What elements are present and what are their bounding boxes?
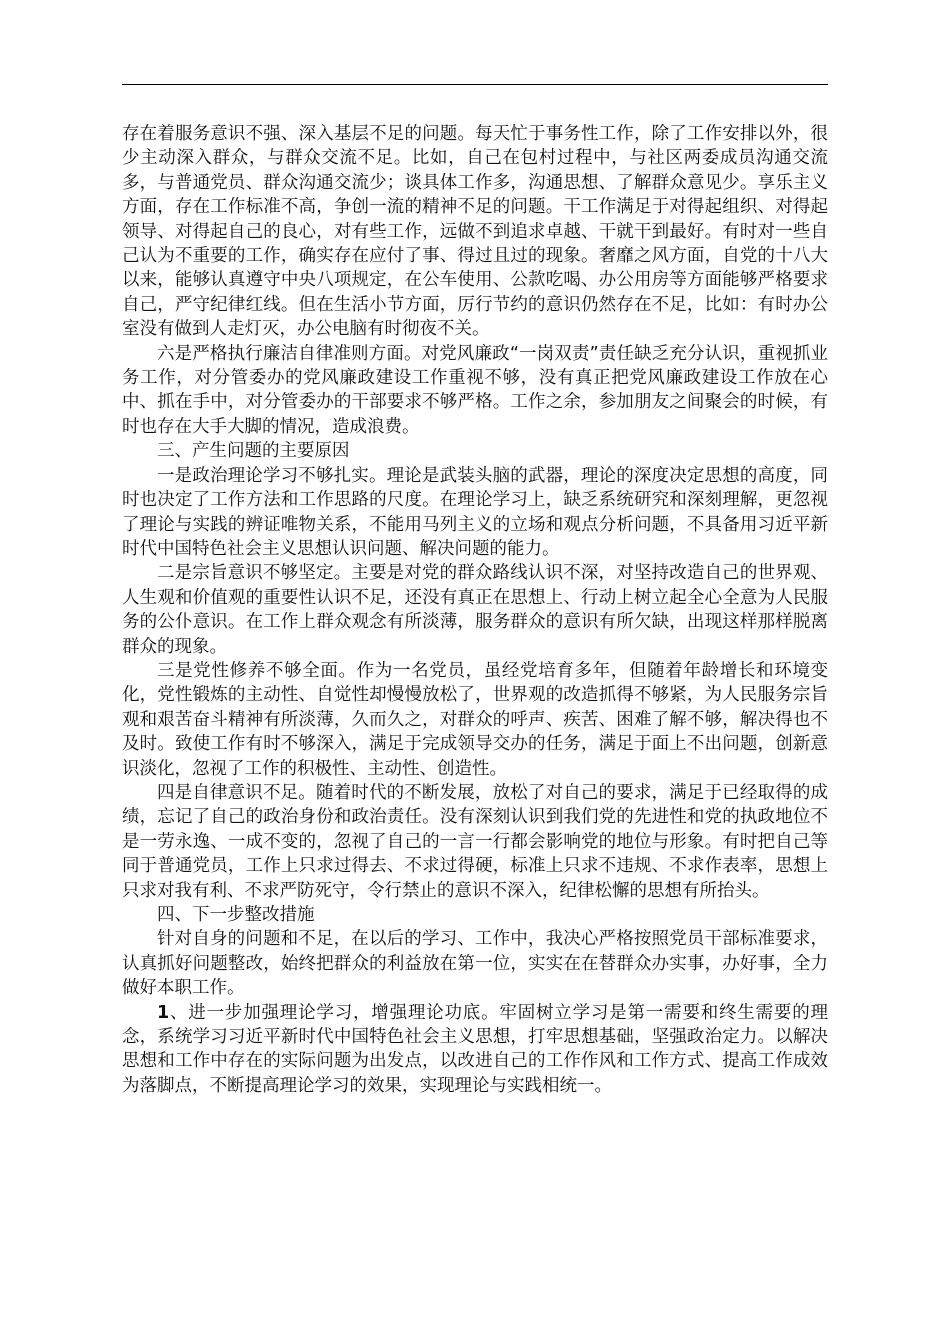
- paragraph-integrity: 六是严格执行廉洁自律准则方面。对党风廉政“一岗双责”责任缺乏充分认识，重视抓业务工作，对分管委办的党风廉政建设工作重视不够，没有真正把党风廉政建设工作放在心中、抓在手中，对分管委办的干部要求不够严格。工作之余，参加朋友之间聚会的时候，有时也存在大手大脚的情况，造成浪费。: [122, 343, 828, 437]
- paragraph-measure-1: [122, 1001, 828, 1099]
- header-rule: [122, 84, 828, 85]
- document-body: [122, 122, 828, 1098]
- measure-text: 、进一步加强理论学习，增强理论功底。牢固树立学习是第一需要和终生需要的理念，系统学习习近平新时代中国特色社会主义思想，打牢思想基础，坚强政治定力。以解决思想和工作中存在的实际问题为出发点，以改进自己的工作作风和工作方式、提高工作成效为落脚点，不断提高理论学习的效果，实现理论与实践相统一。: [122, 1002, 828, 1096]
- paragraph-cause-theory: 一是政治理论学习不够扎实。理论是武装头脑的武器，理论的深度决定思想的高度，同时也决定了工作方法和工作思路的尺度。在理论学习上，缺乏系统研究和深刻理解，更忽视了理论与实践的辨证唯物关系，不能用马列主义的立场和观点分析问题，不具备用习近平新时代中国特色社会主义思想认识问题、解决问题的能力。: [122, 465, 828, 559]
- paragraph-cause-party-spirit: 三是党性修养不够全面。作为一名党员，虽经党培育多年，但随着年龄增长和环境变化，党性锻炼的主动性、自觉性却慢慢放松了，世界观的改造抓得不够紧，为人民服务宗旨观和艰苦奋斗精神有所淡薄，久而久之，对群众的呼声、疾苦、困难了解不够，解决得也不及时。致使工作有时不够深入，满足于完成领导交办的任务，满足于面上不出问题，创新意识淡化，忽视了工作的积极性、主动性、创造性。: [122, 660, 828, 779]
- measure-number: 1: [157, 1002, 170, 1023]
- paragraph-cause-self-discipline: 四是自律意识不足。随着时代的不断发展，放松了对自己的要求，满足于已经取得的成绩，忘记了自己的政治身份和政治责任。没有深刻认识到我们党的先进性和党的执政地位不是一劳永逸、一成不变的，忽视了自己的一言一行都会影响党的地位与形象。有时把自己等同于普通党员，工作上只求过得去、不求过得硬，标准上只求不违规、不求作表率，思想上只求对我有利、不求严防死守，令行禁止的意识不深入，纪律松懈的思想有所抬头。: [122, 782, 828, 901]
- paragraph-cause-purpose: 二是宗旨意识不够坚定。主要是对党的群众路线认识不深，对坚持改造自己的世界观、人生观和价值观的重要性认识不足，还没有真正在思想上、行动上树立起全心全意为人民服务的公仆意识。在工作上群众观念有所淡薄，服务群众的意识有所欠缺，出现这样那样脱离群众的现象。: [122, 563, 828, 657]
- paragraph-continuation: 存在着服务意识不强、深入基层不足的问题。每天忙于事务性工作，除了工作安排以外，很少主动深入群众，与群众交流不足。比如，自己在包村过程中，与社区两委成员沟通交流多，与普通党员、群众沟通交流少；谈具体工作多，沟通思想、了解群众意见少。享乐主义方面，存在工作标准不高，争创一流的精神不足的问题。干工作满足于对得起组织、对得起领导、对得起自己的良心，对有些工作，远做不到追求卓越、干就干到最好。有时对一些自己认为不重要的工作，确实存在应付了事、得过且过的现象。奢靡之风方面，自党的十八大以来，能够认真遵守中央八项规定，在公车使用、公款吃喝、办公用房等方面能够严格要求自己，严守纪律红线。但在生活小节方面，厉行节约的意识仍然存在不足，比如：有时办公室没有做到人走灯灭，办公电脑有时彻夜不关。: [122, 124, 828, 340]
- paragraph-measures-intro: 针对自身的问题和不足，在以后的学习、工作中，我决心严格按照党员干部标准要求，认真抓好问题整改，始终把群众的利益放在第一位，实实在在替群众办实事，办好事，全力做好本职工作。: [122, 929, 828, 999]
- section-heading-causes: 三、产生问题的主要原因: [157, 441, 350, 462]
- section-heading-measures: 四、下一步整改措施: [157, 905, 315, 925]
